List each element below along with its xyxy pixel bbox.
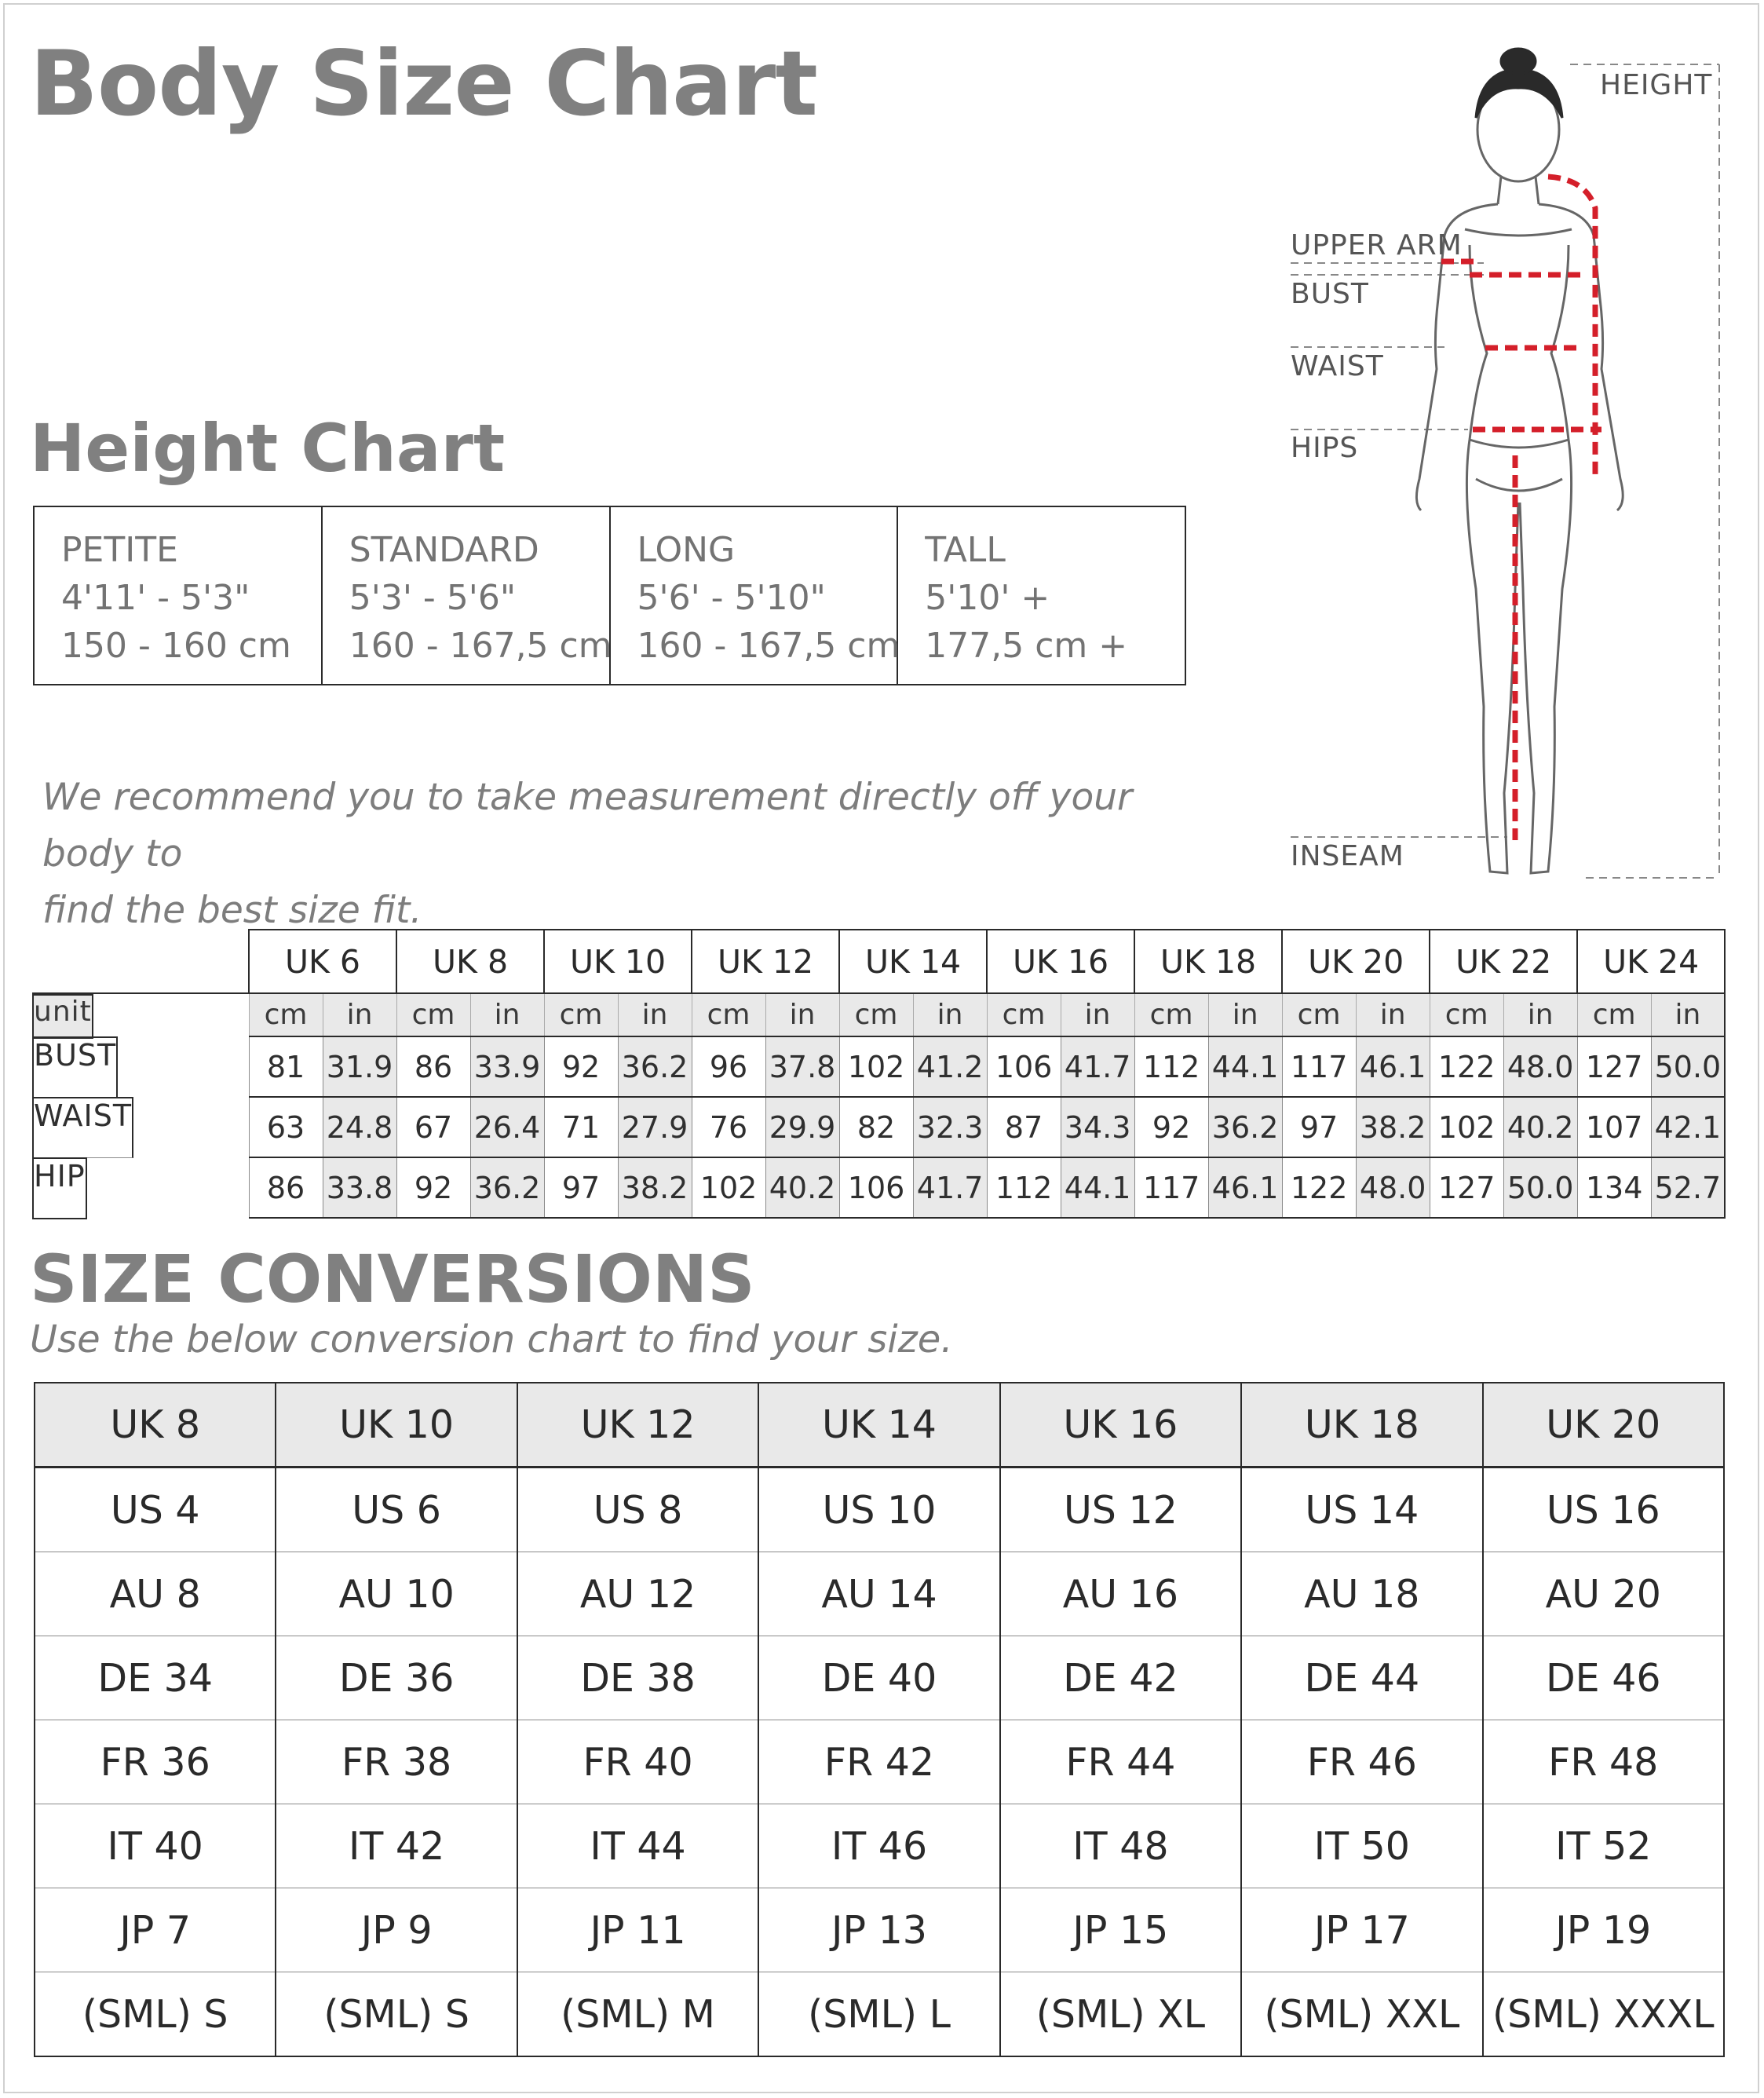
conversion-cell: DE 34 (35, 1636, 276, 1720)
conversion-cell: US 6 (276, 1468, 517, 1552)
value-cm-cell: 102 (692, 1157, 765, 1218)
size-conversions-title: SIZE CONVERSIONS (30, 1241, 755, 1318)
unit-cell: in (1356, 993, 1430, 1036)
table-row (35, 1636, 1724, 1720)
value-cm-cell: 92 (1134, 1097, 1208, 1157)
label-bust: BUST (1291, 278, 1369, 310)
unit-cell: in (1061, 993, 1134, 1036)
table-row (32, 1097, 1725, 1157)
value-in-cell: 41.2 (913, 1036, 987, 1097)
conversion-cell: AU 12 (517, 1552, 758, 1636)
conversion-header-cell: UK 20 (1483, 1383, 1724, 1468)
arm-length-line (1548, 177, 1595, 479)
value-in-cell: 44.1 (1208, 1036, 1282, 1097)
value-cm-cell: 71 (544, 1097, 618, 1157)
table-row (35, 1468, 1724, 1552)
height-imperial: 5'6' - 5'10" (637, 578, 826, 618)
value-in-cell: 48.0 (1503, 1036, 1577, 1097)
value-cm-cell: 63 (249, 1097, 323, 1157)
value-in-cell: 46.1 (1356, 1036, 1430, 1097)
height-metric: 160 - 167,5 cm (349, 626, 612, 666)
conversion-cell: JP 19 (1483, 1888, 1724, 1972)
value-cm-cell: 127 (1430, 1157, 1503, 1218)
height-imperial: 4'11' - 5'3" (61, 578, 250, 618)
label-inseam: INSEAM (1291, 840, 1404, 872)
value-cm-cell: 112 (987, 1157, 1061, 1218)
value-cm-cell: 92 (544, 1036, 618, 1097)
conversion-header-row (35, 1383, 1724, 1468)
unit-cell: in (618, 993, 692, 1036)
label-upper-arm: UPPER ARM (1291, 229, 1463, 261)
conversion-cell: US 12 (1000, 1468, 1241, 1552)
conversion-cell: IT 42 (276, 1804, 517, 1888)
conversion-cell: DE 42 (1000, 1636, 1241, 1720)
conversion-cell: JP 7 (35, 1888, 276, 1972)
conversion-cell: IT 46 (758, 1804, 999, 1888)
value-in-cell: 38.2 (1356, 1097, 1430, 1157)
conversion-cell: AU 16 (1000, 1552, 1241, 1636)
height-metric: 160 - 167,5 cm (637, 626, 900, 666)
unit-cell: cm (987, 993, 1061, 1036)
conversion-cell: FR 36 (35, 1720, 276, 1804)
value-cm-cell: 82 (839, 1097, 913, 1157)
conversion-header-cell: UK 14 (758, 1383, 999, 1468)
conversion-cell: JP 15 (1000, 1888, 1241, 1972)
value-cm-cell: 112 (1134, 1036, 1208, 1097)
conversion-header-cell: UK 18 (1241, 1383, 1482, 1468)
height-metric: 177,5 cm + (925, 626, 1128, 666)
value-in-cell: 36.2 (1208, 1097, 1282, 1157)
table-row (32, 1157, 1725, 1218)
conversion-cell: DE 44 (1241, 1636, 1482, 1720)
height-metric: 150 - 160 cm (61, 626, 291, 666)
unit-cell: in (1208, 993, 1282, 1036)
conversion-cell: JP 11 (517, 1888, 758, 1972)
value-cm-cell: 92 (396, 1157, 470, 1218)
value-cm-cell: 86 (249, 1157, 323, 1218)
conversion-cell: (SML) S (35, 1972, 276, 2057)
unit-cell: in (323, 993, 396, 1036)
conversion-cell: DE 38 (517, 1636, 758, 1720)
value-cm-cell: 106 (987, 1036, 1061, 1097)
value-cm-cell: 102 (1430, 1097, 1503, 1157)
conversion-cell: DE 40 (758, 1636, 999, 1720)
height-name: STANDARD (349, 530, 539, 570)
value-cm-cell: 96 (692, 1036, 765, 1097)
value-in-cell: 40.2 (1503, 1097, 1577, 1157)
size-header-cell: UK 24 (1577, 930, 1725, 993)
value-in-cell: 31.9 (323, 1036, 396, 1097)
value-cm-cell: 107 (1577, 1097, 1651, 1157)
table-row (35, 1972, 1724, 2057)
value-in-cell: 52.7 (1651, 1157, 1725, 1218)
size-header-cell: UK 14 (839, 930, 987, 993)
value-cm-cell: 97 (544, 1157, 618, 1218)
conversion-cell: (SML) XXXL (1483, 1972, 1724, 2057)
conversion-cell: AU 20 (1483, 1552, 1724, 1636)
height-col-long (610, 506, 898, 685)
value-in-cell: 27.9 (618, 1097, 692, 1157)
conversion-cell: AU 18 (1241, 1552, 1482, 1636)
value-cm-cell: 117 (1134, 1157, 1208, 1218)
height-name: LONG (637, 530, 736, 570)
unit-cell: cm (1134, 993, 1208, 1036)
table-row (35, 1804, 1724, 1888)
conversion-cell: US 10 (758, 1468, 999, 1552)
conversion-cell: (SML) L (758, 1972, 999, 2057)
height-col-standard (322, 506, 610, 685)
conversion-header-cell: UK 16 (1000, 1383, 1241, 1468)
unit-cell: in (470, 993, 544, 1036)
conversion-cell: (SML) XXL (1241, 1972, 1482, 2057)
unit-cell: cm (1430, 993, 1503, 1036)
value-in-cell: 48.0 (1356, 1157, 1430, 1218)
conversion-cell: DE 36 (276, 1636, 517, 1720)
size-header-cell: UK 20 (1282, 930, 1430, 993)
value-cm-cell: 134 (1577, 1157, 1651, 1218)
height-imperial: 5'3' - 5'6" (349, 578, 517, 618)
label-height: HEIGHT (1600, 69, 1713, 101)
conversion-cell: US 16 (1483, 1468, 1724, 1552)
table-row (35, 1720, 1724, 1804)
value-in-cell: 41.7 (913, 1157, 987, 1218)
size-header-cell: UK 16 (987, 930, 1134, 993)
value-cm-cell: 86 (396, 1036, 470, 1097)
size-header-cell: UK 10 (544, 930, 692, 993)
conversion-cell: JP 13 (758, 1888, 999, 1972)
unit-cell: in (1651, 993, 1725, 1036)
value-in-cell: 50.0 (1503, 1157, 1577, 1218)
unit-label: unit (32, 994, 93, 1039)
value-in-cell: 40.2 (765, 1157, 839, 1218)
value-cm-cell: 102 (839, 1036, 913, 1097)
unit-cell: cm (692, 993, 765, 1036)
value-in-cell: 37.8 (765, 1036, 839, 1097)
conversion-cell: US 8 (517, 1468, 758, 1552)
conversion-cell: JP 9 (276, 1888, 517, 1972)
row-label: HIP (32, 1157, 87, 1219)
value-cm-cell: 122 (1282, 1157, 1356, 1218)
height-name: PETITE (61, 530, 178, 570)
table-row (35, 1552, 1724, 1636)
measurements-unit-row (32, 993, 1725, 1036)
measurements-table (32, 929, 1726, 1219)
label-waist: WAIST (1291, 350, 1384, 382)
conversion-cell: FR 42 (758, 1720, 999, 1804)
value-cm-cell: 106 (839, 1157, 913, 1218)
recommendation-line-2: find the best size fit. (42, 889, 422, 932)
value-in-cell: 29.9 (765, 1097, 839, 1157)
value-in-cell: 33.8 (323, 1157, 396, 1218)
size-header-cell: UK 8 (396, 930, 544, 993)
conversion-cell: FR 38 (276, 1720, 517, 1804)
value-cm-cell: 122 (1430, 1036, 1503, 1097)
value-in-cell: 38.2 (618, 1157, 692, 1218)
height-name: TALL (925, 530, 1006, 570)
unit-cell: in (1503, 993, 1577, 1036)
value-in-cell: 26.4 (470, 1097, 544, 1157)
value-in-cell: 42.1 (1651, 1097, 1725, 1157)
value-in-cell: 41.7 (1061, 1036, 1134, 1097)
value-cm-cell: 87 (987, 1097, 1061, 1157)
conversion-cell: AU 10 (276, 1552, 517, 1636)
conversion-header-cell: UK 10 (276, 1383, 517, 1468)
size-header-cell: UK 18 (1134, 930, 1282, 993)
height-col-petite (34, 506, 322, 685)
conversion-cell: IT 48 (1000, 1804, 1241, 1888)
unit-cell: cm (1577, 993, 1651, 1036)
value-cm-cell: 127 (1577, 1036, 1651, 1097)
recommendation-line-1: We recommend you to take measurement directly off your body to (42, 776, 1133, 875)
unit-cell: cm (839, 993, 913, 1036)
value-in-cell: 34.3 (1061, 1097, 1134, 1157)
size-conversions-subtitle: Use the below conversion chart to find your size. (30, 1318, 953, 1362)
conversion-cell: US 4 (35, 1468, 276, 1552)
unit-cell: cm (1282, 993, 1356, 1036)
header-blank-cell (32, 930, 249, 993)
unit-cell: in (913, 993, 987, 1036)
table-row (35, 1888, 1724, 1972)
value-in-cell: 46.1 (1208, 1157, 1282, 1218)
value-in-cell: 33.9 (470, 1036, 544, 1097)
value-cm-cell: 76 (692, 1097, 765, 1157)
conversion-cell: IT 40 (35, 1804, 276, 1888)
conversion-cell: JP 17 (1241, 1888, 1482, 1972)
conversion-cell: FR 48 (1483, 1720, 1724, 1804)
height-col-tall (897, 506, 1185, 685)
value-cm-cell: 97 (1282, 1097, 1356, 1157)
conversion-cell: IT 44 (517, 1804, 758, 1888)
size-header-cell: UK 22 (1430, 930, 1577, 993)
conversion-cell: AU 8 (35, 1552, 276, 1636)
conversion-header-cell: UK 12 (517, 1383, 758, 1468)
unit-cell: in (765, 993, 839, 1036)
height-chart-table (33, 506, 1186, 685)
measurements-header-row (32, 930, 1725, 993)
conversion-cell: (SML) XL (1000, 1972, 1241, 2057)
value-in-cell: 36.2 (618, 1036, 692, 1097)
value-in-cell: 50.0 (1651, 1036, 1725, 1097)
conversion-cell: IT 52 (1483, 1804, 1724, 1888)
conversion-cell: (SML) S (276, 1972, 517, 2057)
size-header-cell: UK 6 (249, 930, 396, 993)
body-figure-illustration (1287, 39, 1727, 887)
page-title: Body Size Chart (30, 31, 817, 136)
recommendation-note (42, 769, 1220, 939)
size-conversion-table (34, 1382, 1725, 2057)
value-in-cell: 32.3 (913, 1097, 987, 1157)
size-header-cell: UK 12 (692, 930, 839, 993)
conversion-cell: FR 44 (1000, 1720, 1241, 1804)
conversion-cell: FR 40 (517, 1720, 758, 1804)
unit-cell: cm (544, 993, 618, 1036)
value-cm-cell: 81 (249, 1036, 323, 1097)
conversion-cell: FR 46 (1241, 1720, 1482, 1804)
value-cm-cell: 117 (1282, 1036, 1356, 1097)
row-label: WAIST (32, 1097, 133, 1158)
row-label: BUST (32, 1036, 118, 1098)
height-chart-title: Height Chart (30, 410, 506, 487)
value-in-cell: 36.2 (470, 1157, 544, 1218)
value-in-cell: 44.1 (1061, 1157, 1134, 1218)
table-row (32, 1036, 1725, 1097)
label-hips: HIPS (1291, 432, 1359, 464)
conversion-cell: (SML) M (517, 1972, 758, 2057)
unit-cell: cm (249, 993, 323, 1036)
height-imperial: 5'10' + (925, 578, 1050, 618)
conversion-cell: IT 50 (1241, 1804, 1482, 1888)
conversion-header-cell: UK 8 (35, 1383, 276, 1468)
value-in-cell: 24.8 (323, 1097, 396, 1157)
value-cm-cell: 67 (396, 1097, 470, 1157)
conversion-cell: DE 46 (1483, 1636, 1724, 1720)
unit-cell: cm (396, 993, 470, 1036)
conversion-cell: US 14 (1241, 1468, 1482, 1552)
conversion-cell: AU 14 (758, 1552, 999, 1636)
